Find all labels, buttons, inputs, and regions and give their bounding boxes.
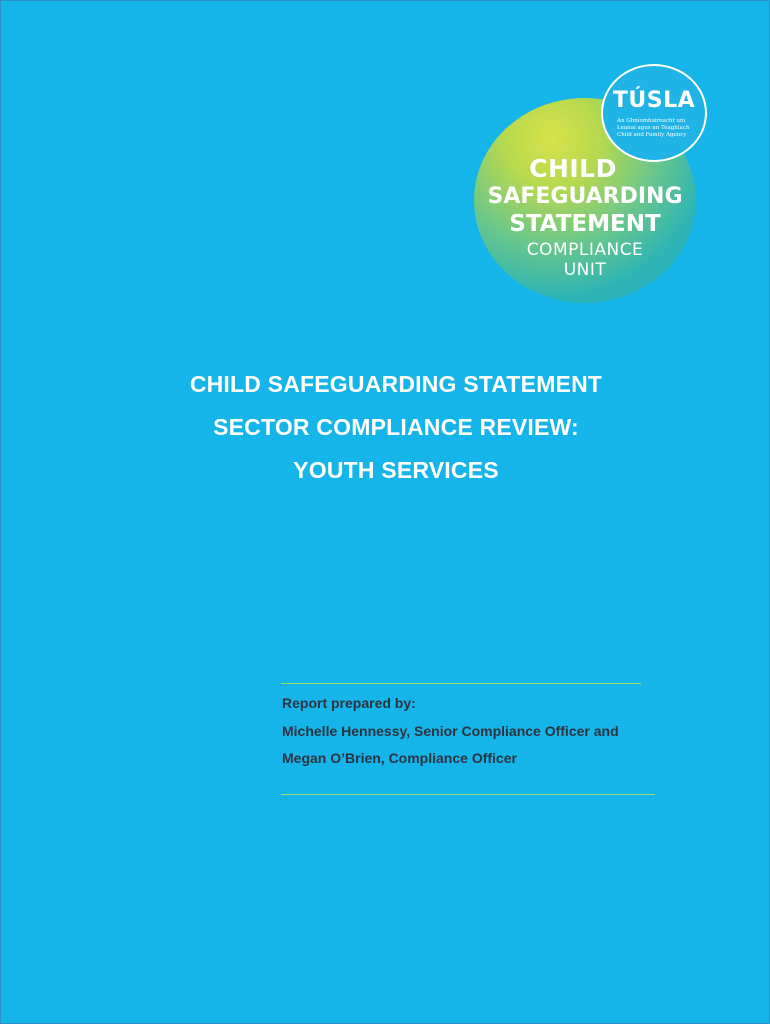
tusla-brand-name: TÚSLA — [612, 88, 696, 113]
report-title-line-1: CHILD SAFEGUARDING STATEMENT — [189, 371, 603, 397]
tusla-subtitle-irish-1: An Ghníomhaireacht um — [617, 118, 686, 124]
tusla-logo — [601, 64, 707, 162]
badge-line-child: CHILD — [529, 154, 617, 183]
badge-line-safeguarding: SAFEGUARDING — [487, 184, 683, 209]
tusla-subtitle-english: Child and Family Agency — [617, 132, 687, 138]
author-line-1: Michelle Hennessy, Senior Compliance Officer and — [282, 723, 619, 739]
authors-heading: Report prepared by: — [282, 695, 416, 711]
badge-line-unit: UNIT — [563, 260, 607, 280]
report-title-line-3: YOUTH SERVICES — [293, 457, 499, 483]
author-block-top-divider — [281, 683, 641, 684]
badge-line-compliance: COMPLIANCE — [526, 240, 644, 260]
badge-line-statement: STATEMENT — [509, 211, 661, 237]
report-title-line-2: SECTOR COMPLIANCE REVIEW: — [213, 414, 579, 440]
tusla-subtitle-irish-2: Leanaí agus an Teaghlach — [617, 125, 690, 131]
author-line-2: Megan O’Brien, Compliance Officer — [282, 750, 517, 766]
author-block-bottom-divider — [281, 794, 655, 795]
